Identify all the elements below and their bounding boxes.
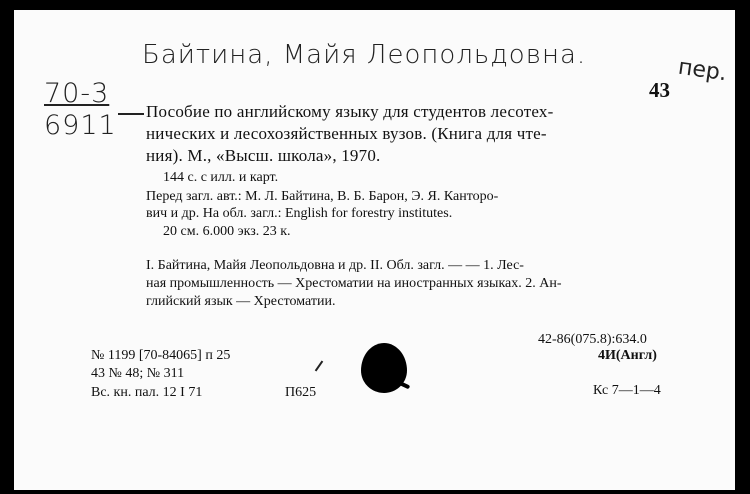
title-line-1: Пособие по английскому языку для студентов лесотех- <box>146 102 554 121</box>
call-number-top: 70-3 <box>44 78 110 109</box>
udc-index: 42-86(075.8):634.0 <box>538 332 647 347</box>
catalog-card <box>13 10 735 490</box>
detail-authors-2: вич и др. На обл. загл.: English for forestry institutes. <box>146 206 453 221</box>
bbk-index: 4И(Англ) <box>598 348 657 363</box>
handwritten-author: Байтина, Майя Леопольдовна. <box>142 40 587 70</box>
call-number-bottom: 6911 <box>44 110 117 141</box>
title-line-2: нических и лесохозяйственных вузов. (Книга для чте- <box>146 124 547 143</box>
corner-number: 43 <box>649 78 670 102</box>
call-number-underline <box>118 113 144 115</box>
chamber-code: П625 <box>285 385 317 400</box>
tracing-1: I. Байтина, Майя Леопольдовна и др. II. Обл. загл. — — 1. Лес- <box>146 258 524 273</box>
tracing-3: глийский язык — Хрестоматии. <box>146 294 336 309</box>
order-line: № 1199 [70-84065] п 25 <box>91 348 231 363</box>
kc-code: Кс 7—1—4 <box>593 383 661 398</box>
chamber-line: Вс. кн. пал. 12 I 71 <box>91 385 203 400</box>
order-line-2: 43 № 48; № 311 <box>91 366 185 381</box>
scan-border-left <box>0 0 14 494</box>
detail-pages: 144 с. с илл. и карт. <box>163 170 279 185</box>
handwritten-suffix: пер. <box>676 54 729 87</box>
scan-border-right <box>736 0 750 494</box>
detail-size: 20 см. 6.000 экз. 23 к. <box>163 224 291 239</box>
title-line-3: ния). М., «Высш. школа», 1970. <box>146 146 381 165</box>
detail-authors-1: Перед загл. авт.: М. Л. Байтина, В. Б. Барон, Э. Я. Канторо- <box>146 189 499 204</box>
tracing-2: ная промышленность — Хрестоматии на иностранных языках. 2. Ан- <box>146 276 562 291</box>
